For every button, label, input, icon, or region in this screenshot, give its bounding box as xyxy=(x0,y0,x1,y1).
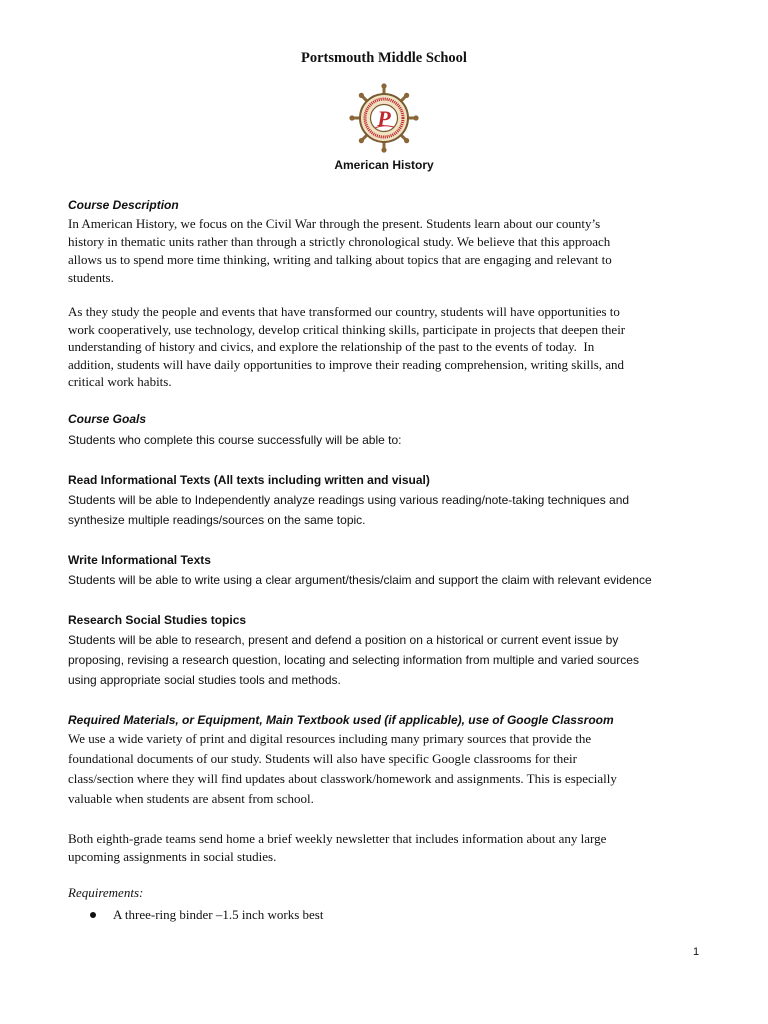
goal-line: Students will be able to research, present and defend a position on a historical or current event issue by xyxy=(68,633,619,647)
wheel-handle-knob xyxy=(404,93,409,98)
course-description-paragraph xyxy=(68,303,625,391)
paragraph-line: history in thematic units rather than through a strictly chronological study. We believe that this approach xyxy=(68,234,611,249)
paragraph-line: As they study the people and events that have transformed our country, students will have opportunities to xyxy=(68,304,620,319)
goal-title: Research Social Studies topics xyxy=(68,613,247,627)
school-name: Portsmouth Middle School xyxy=(301,50,467,66)
wheel-handle-knob xyxy=(349,115,354,120)
goal-title: Read Informational Texts (All texts including written and visual) xyxy=(68,473,430,487)
requirements-label: Requirements: xyxy=(68,885,144,900)
goal-line: Students will be able to Independently analyze readings using various reading/note-taking techniques and xyxy=(68,493,630,507)
newsletter-paragraph xyxy=(68,830,606,866)
paragraph-line: We use a wide variety of print and digital resources including many primary sources that provide the xyxy=(68,731,592,746)
paragraph-line: upcoming assignments in social studies. xyxy=(68,849,277,864)
wheel-handle-knob xyxy=(359,93,364,98)
course-goals-intro: Students who complete this course successfully will be able to: xyxy=(68,433,402,447)
bullet-icon xyxy=(90,912,96,918)
materials-paragraph xyxy=(68,729,617,809)
goal-line: using appropriate social studies tools and methods. xyxy=(68,673,341,687)
wheel-handle-knob xyxy=(381,83,386,88)
paragraph-line: addition, students will have daily opportunities to improve their reading comprehension, writing skills, and xyxy=(68,356,625,372)
paragraph-line: In American History, we focus on the Civil War through the present. Students learn about our county’s xyxy=(68,216,601,231)
page-number: 1 xyxy=(693,946,700,958)
wheel-handle-knob xyxy=(404,138,409,143)
paragraph-line: Both eighth-grade teams send home a brief weekly newsletter that includes information about any large xyxy=(68,831,607,846)
goal-description xyxy=(68,490,629,530)
course-description-paragraph xyxy=(68,215,612,287)
paragraph-line: allows us to spend more time thinking, writing and talking about topics that are engaging and relevant to xyxy=(68,252,612,267)
paragraph-line: foundational documents of our study. Students will also have specific Google classrooms for their xyxy=(68,751,577,766)
course-description-heading: Course Description xyxy=(68,198,179,212)
goal-line: Students will be able to write using a clear argument/thesis/claim and support the claim with relevant evidence xyxy=(68,573,652,587)
paragraph-line: students. xyxy=(68,270,114,285)
course-goals-heading: Course Goals xyxy=(68,412,147,426)
paragraph-line: work cooperatively, use technology, develop critical thinking skills, participate in projects that deepen their xyxy=(68,321,626,337)
materials-heading: Required Materials, or Equipment, Main Textbook used (if applicable), use of Google Classroom xyxy=(68,713,614,727)
goal-title: Write Informational Texts xyxy=(68,553,211,567)
wheel-handle-knob xyxy=(381,147,386,152)
paragraph-line: understanding of history and civics, and explore the relationship of the past to the events of today. In xyxy=(68,339,595,355)
goal-description xyxy=(68,630,639,690)
paragraph-line: valuable when students are absent from school. xyxy=(68,791,314,806)
wheel-handle-knob xyxy=(413,115,418,120)
wheel-handle-knob xyxy=(359,138,364,143)
goal-description xyxy=(68,570,652,590)
paragraph-line: class/section where they will find updates about classwork/homework and assignments. This is especially xyxy=(68,771,617,786)
school-logo xyxy=(348,82,420,154)
course-title: American History xyxy=(334,158,434,172)
requirement-item: A three-ring binder –1.5 inch works best xyxy=(113,907,324,922)
goal-line: synthesize multiple readings/sources on the same topic. xyxy=(68,513,366,527)
goal-line: proposing, revising a research question, locating and selecting information from multiple and varied sources xyxy=(68,653,639,667)
logo-letter: P xyxy=(377,106,391,131)
paragraph-line: critical work habits. xyxy=(68,374,172,390)
